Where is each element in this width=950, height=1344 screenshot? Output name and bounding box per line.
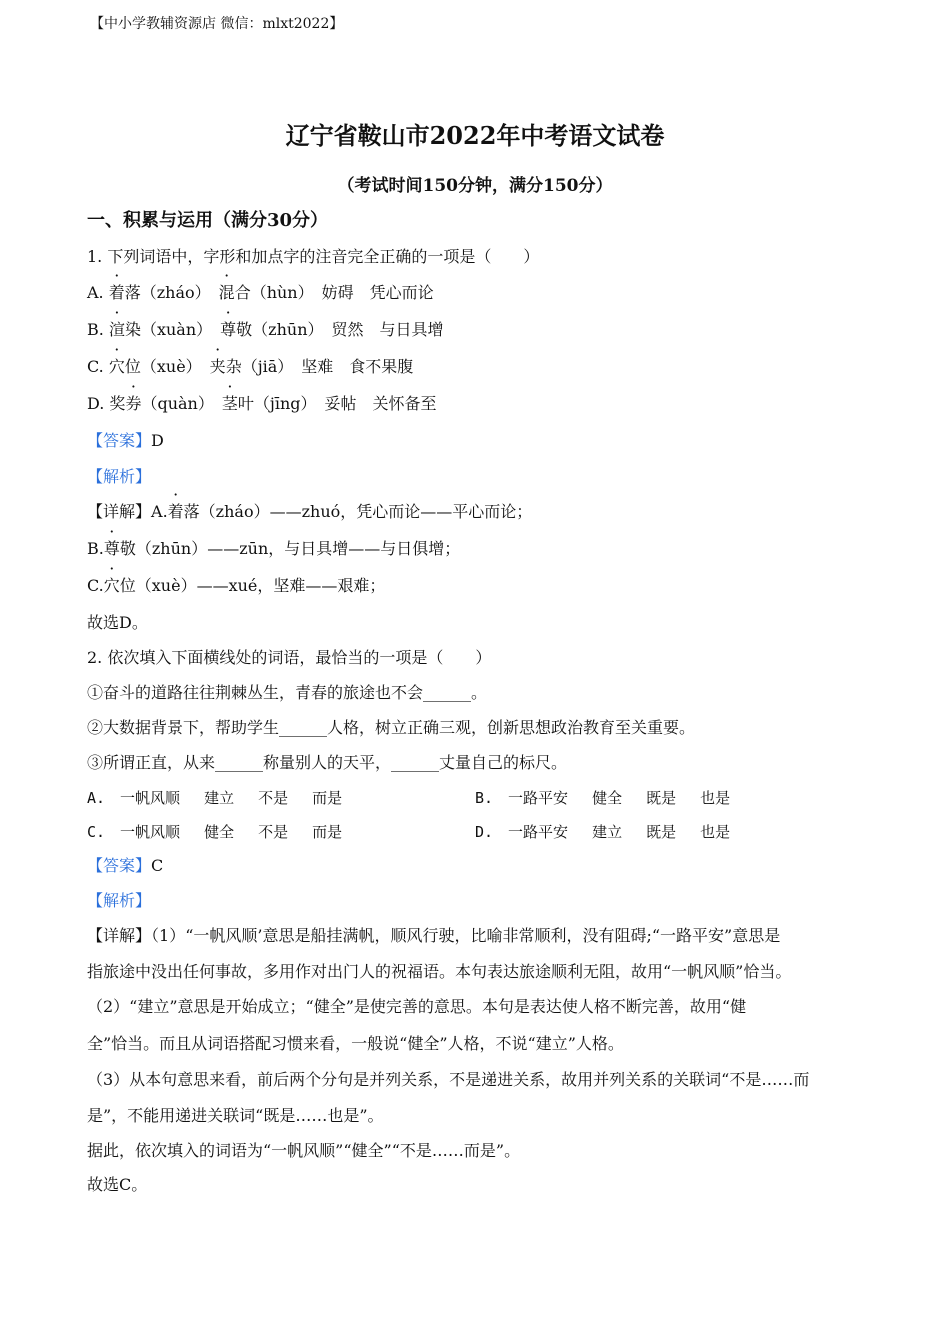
q2-explanation-6: 是”，不能用递进关联词“既是……也是”。 (87, 1106, 384, 1125)
page-header: 【中小学教辅资源店 微信：mlxt2022】 (90, 16, 344, 32)
q1-option-a: A. 着落（zháo） 混合（hùn） 妨碍 凭心而论 (87, 283, 434, 302)
q1-detail-3: C.穴位（xuè）——xué，坚难——艰难； (87, 576, 386, 595)
q2-analysis-label: 【解析】 (87, 891, 152, 910)
q1-option-c: C. 穴位（xuè） 夹杂（jiā） 坚难 食不果腹 (87, 357, 414, 376)
q2-explanation-7: 据此，依次填入的词语为“一帆风顺”“健全”“不是……而是”。 (87, 1141, 521, 1160)
q1-answer: 【答案】D (87, 431, 164, 450)
q2-option-b: B. 一路平安 健全 既是 也是 (475, 789, 731, 807)
q1-detail-1: 【详解】A.着落（zháo）——zhuó，凭心而论——平心而论； (87, 502, 533, 521)
q2-option-a: A. 一帆风顺 建立 不是 而是 (87, 789, 343, 807)
q2-explanation-5: （3）从本句意思来看，前后两个分句是并列关系，不是递进关系，故用并列关系的关联词“不是……而 (87, 1070, 810, 1089)
q2-sentence-3: ③所谓正直，从来______称量别人的天平，______丈量自己的标尺。 (87, 753, 568, 772)
q2-sentence-1: ①奋斗的道路往往荆棘丛生，青春的旅途也不会______。 (87, 683, 488, 702)
q2-explanation-2: 指旅途中没出任何事故，多用作对出门人的祝福语。本句表达旅途顺利无阻，故用“一帆风顺”恰当。 (87, 962, 792, 981)
q2-conclusion: 故选C。 (87, 1175, 148, 1194)
q2-stem: 2. 依次填入下面横线处的词语，最恰当的一项是（ ） (87, 648, 492, 667)
section-heading: 一、积累与运用（满分30分） (87, 210, 329, 231)
q2-answer: 【答案】C (87, 856, 164, 875)
q2-explanation-1: 【详解】（1）“一帆风顺’意思是船挂满帆，顺风行驶，比喻非常顺利，没有阻碍;“一路平安”意思是 (87, 926, 781, 945)
q1-option-b: B. 渲染（xuàn） 尊敬（zhūn） 贸然 与日具增 (87, 320, 444, 339)
q2-option-d: D. 一路平安 建立 既是 也是 (475, 823, 731, 841)
q1-analysis-label: 【解析】 (87, 467, 152, 486)
q1-option-d: D. 奖券（quàn） 茎叶（jīng） 妥帖 关怀备至 (87, 394, 437, 413)
q1-conclusion: 故选D。 (87, 613, 148, 632)
q2-sentence-2: ②大数据背景下，帮助学生______人格，树立正确三观，创新思想政治教育至关重要。 (87, 718, 696, 737)
q2-explanation-3: （2）“建立”意思是开始成立；“健全”是使完善的意思。本句是表达使人格不断完善，故用“健 (87, 997, 747, 1016)
q1-stem: 1. 下列词语中，字形和加点字的注音完全正确的一项是（ ） (87, 247, 540, 266)
q2-option-c: C. 一帆风顺 健全 不是 而是 (87, 823, 343, 841)
page-title: 辽宁省鞍山市2022年中考语文试卷 (285, 121, 665, 150)
exam-info: （考试时间150分钟，满分150分） (337, 176, 613, 196)
q2-explanation-4: 全”恰当。而且从词语搭配习惯来看，一般说“健全”人格，不说“建立”人格。 (87, 1034, 624, 1053)
q1-detail-2: B.尊敬（zhūn）——zūn，与日具增——与日俱增； (87, 539, 461, 558)
